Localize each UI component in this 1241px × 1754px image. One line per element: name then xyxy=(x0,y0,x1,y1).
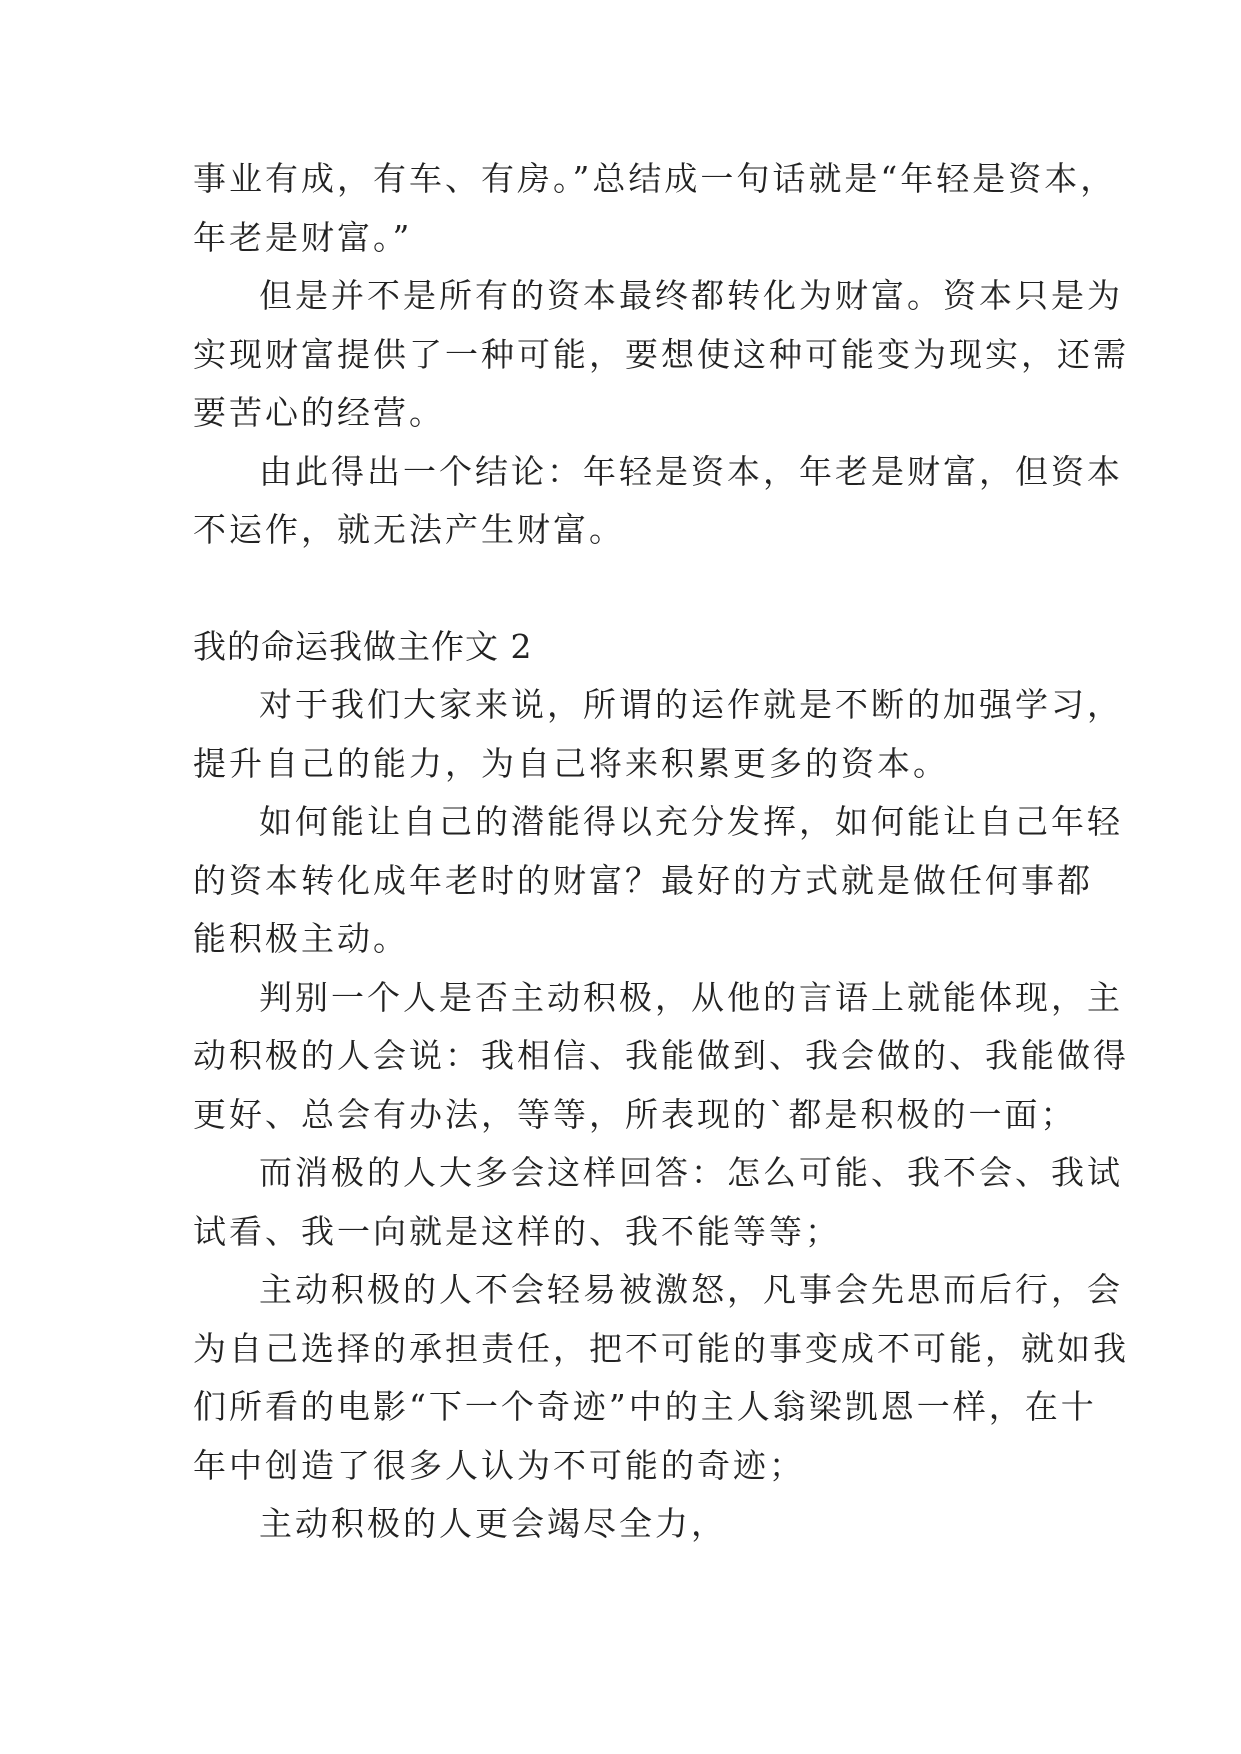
text-line: 为自己选择的承担责任，把不可能的事变成不可能，就如我 xyxy=(193,1328,1129,1368)
text-line: 主动积极的人不会轻易被激怒，凡事会先思而后行，会 xyxy=(259,1270,1123,1309)
paragraph xyxy=(193,267,1129,443)
document-page xyxy=(193,150,1129,1554)
paragraph xyxy=(193,793,1123,969)
text-line: 更好、总会有办法，等等，所表现的`都是积极的一面； xyxy=(193,1094,1077,1134)
text-line: 判别一个人是否主动积极，从他的言语上就能体现，主 xyxy=(259,977,1123,1017)
text-line: 提升自己的能力，为自己将来积累更多的资本。 xyxy=(193,743,949,783)
text-line: 实现财富提供了一种可能，要想使这种可能变为现实，还需 xyxy=(193,334,1129,374)
paragraph xyxy=(193,1261,1129,1495)
text-line: 动积极的人会说：我相信、我能做到、我会做的、我能做得 xyxy=(193,1036,1129,1075)
paragraph xyxy=(193,1144,1123,1261)
text-line: 而消极的人大多会这样回答：怎么可能、我不会、我试 xyxy=(259,1153,1123,1192)
text-line: 试看、我一向就是这样的、我不能等等； xyxy=(193,1211,841,1251)
text-line: 如何能让自己的潜能得以充分发挥，如何能让自己年轻 xyxy=(259,802,1123,841)
text-line: 年中创造了很多人认为不可能的奇迹； xyxy=(193,1445,805,1485)
text-line: 由此得出一个结论：年轻是资本，年老是财富，但资本 xyxy=(259,451,1123,491)
text-line: 主动积极的人更会竭尽全力， xyxy=(259,1504,727,1543)
section-spacer xyxy=(193,560,1058,618)
text-line: 但是并不是所有的资本最终都转化为财富。资本只是为 xyxy=(259,276,1123,315)
text-line: 要苦心的经营。 xyxy=(193,393,445,432)
section-heading: 我的命运我做主作文 2 xyxy=(193,626,533,666)
paragraph xyxy=(193,443,1123,560)
text-line: 们所看的电影“下一个奇迹”中的主人翁梁凯恩一样，在十 xyxy=(193,1387,1097,1426)
paragraph xyxy=(193,969,1129,1145)
text-line: 的资本转化成年老时的财富？最好的方式就是做任何事都 xyxy=(193,860,1093,900)
text-line: 年老是财富。” xyxy=(193,217,413,257)
text-line: 能积极主动。 xyxy=(193,919,409,958)
paragraph xyxy=(193,150,1117,267)
paragraph xyxy=(193,676,1123,793)
text-line: 事业有成，有车、有房。”总结成一句话就是“年轻是资本， xyxy=(193,159,1117,198)
paragraph xyxy=(193,1495,1058,1554)
text-line: 对于我们大家来说，所谓的运作就是不断的加强学习， xyxy=(259,685,1123,724)
text-line: 不运作，就无法产生财富。 xyxy=(193,510,625,549)
